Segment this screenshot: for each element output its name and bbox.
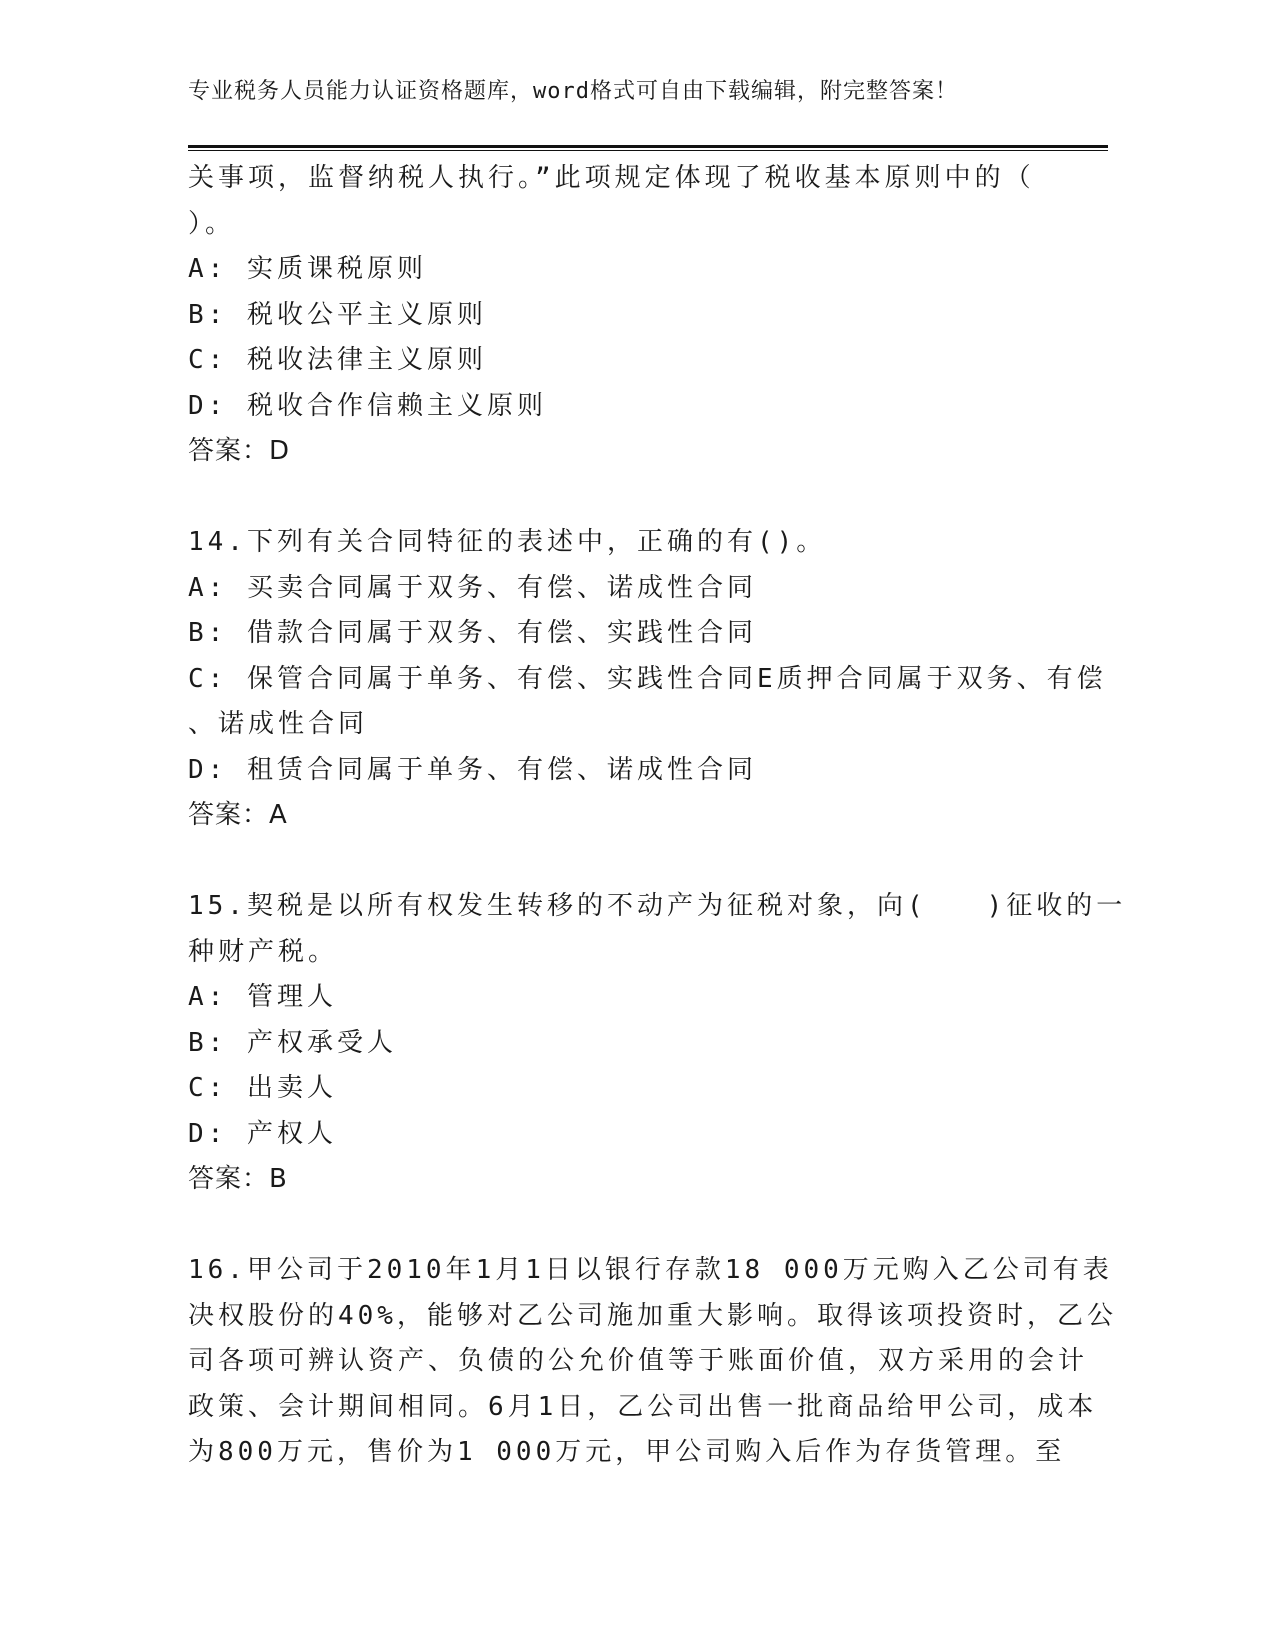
question-14 (188, 520, 1107, 839)
question-16 (188, 1248, 1117, 1476)
answer-label: 答案：D (188, 436, 291, 466)
question-stem-line: 种财产税。 (188, 936, 339, 967)
answer-label: 答案：B (188, 1164, 288, 1194)
page-header: 专业税务人员能力认证资格题库，word格式可自由下载编辑，附完整答案！ (188, 79, 958, 104)
question-stem-line: 14.下列有关合同特征的表述中，正确的有()。 (188, 527, 827, 557)
spacer (188, 475, 1088, 521)
question-stem-line: 为800万元，售价为1 000万元，甲公司购入后作为存货管理。至 (188, 1437, 1066, 1467)
option-b: B: 产权承受人 (188, 1027, 397, 1058)
spacer (188, 1203, 1088, 1249)
header-rule (188, 145, 1108, 151)
option-b: B: 借款合同属于双务、有偿、实践性合同 (188, 618, 757, 648)
question-stem-line: 关事项，监督纳税人执行。”此项规定体现了税收基本原则中的（ (188, 163, 1035, 193)
answer-label: 答案：A (188, 800, 288, 830)
option-d: D: 税收合作信赖主义原则 (188, 390, 547, 421)
question-15 (188, 884, 1127, 1203)
option-a: A: 管理人 (188, 982, 337, 1012)
question-stem-line: 16.甲公司于2010年1月1日以银行存款18 000万元购入乙公司有表 (188, 1255, 1113, 1285)
option-c-continued: 、诺成性合同 (188, 709, 369, 739)
question-stem-line: 15.契税是以所有权发生转移的不动产为征税对象，向( )征收的一 (188, 891, 1127, 921)
question-13 (188, 156, 1088, 475)
spacer (188, 839, 1088, 885)
option-a: A: 实质课税原则 (188, 254, 427, 284)
option-d: D: 产权人 (188, 1118, 337, 1149)
question-stem-line: 决权股份的40%，能够对乙公司施加重大影响。取得该项投资时，乙公 (188, 1300, 1117, 1331)
document-body (188, 156, 1127, 1476)
question-stem-line: 司各项可辨认资产、负债的公允价值等于账面价值，双方采用的会计 (188, 1346, 1089, 1376)
option-b: B: 税收公平主义原则 (188, 299, 487, 330)
option-c: C: 出卖人 (188, 1073, 337, 1103)
question-stem-line: ）。 (188, 208, 236, 239)
option-c: C: 税收法律主义原则 (188, 345, 487, 375)
option-a: A: 买卖合同属于双务、有偿、诺成性合同 (188, 572, 757, 603)
question-stem-line: 政策、会计期间相同。6月1日，乙公司出售一批商品给甲公司，成本 (188, 1391, 1098, 1422)
option-d: D: 租赁合同属于单务、有偿、诺成性合同 (188, 754, 757, 785)
option-c: C: 保管合同属于单务、有偿、实践性合同E质押合同属于双务、有偿 (188, 663, 1107, 694)
